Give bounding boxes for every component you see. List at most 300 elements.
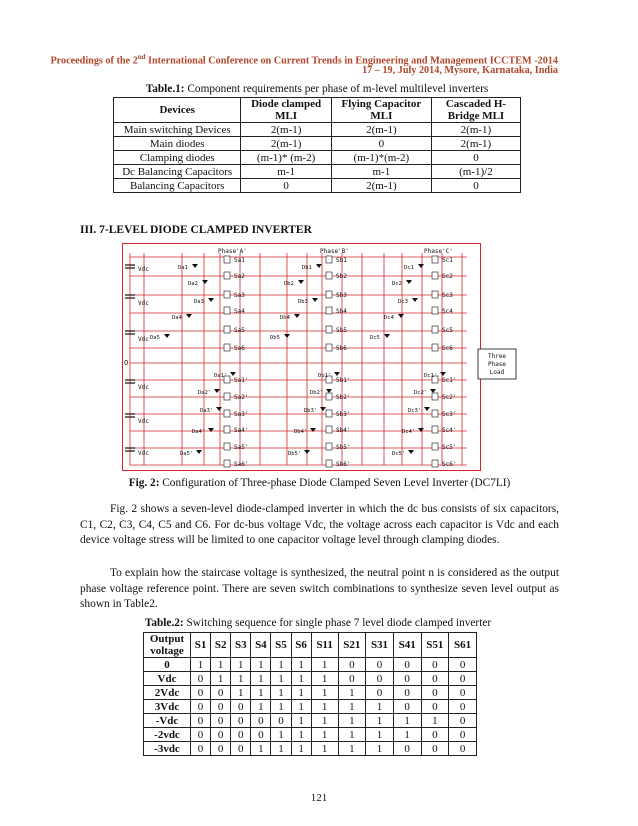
table-cell: 0 xyxy=(211,714,231,728)
switch-label: Sc4' xyxy=(442,427,457,434)
paragraph-1-text: Fig. 2 shows a seven-level diode-clamped inverter in which the dc bus consists of six capacitors, C1, C2, C3, C4, C5 and C6. For dc-bus voltage Vdc, the voltage across each capacitor is Vdc and each device voltage stress will be limited to one capacitor voltage level through clamping diodes. xyxy=(80,503,559,546)
table-cell: 0 xyxy=(191,700,211,714)
switch-symbol xyxy=(326,326,332,333)
table-cell: 1 xyxy=(393,714,421,728)
header-line1-post: International Conference on Current Trends in Engineering and Management ICCTEM -2014 xyxy=(145,55,558,67)
table-cell: 1 xyxy=(311,672,338,686)
table-cell: 1 xyxy=(311,714,338,728)
table-cell: -Vdc xyxy=(144,714,191,728)
table-cell: 0 xyxy=(449,728,477,742)
table-cell: Clamping diodes xyxy=(114,151,241,165)
clamping-diode-label: Dc4 xyxy=(384,315,394,321)
switch-symbol xyxy=(224,344,230,351)
table-cell: 2(m-1) xyxy=(431,123,520,137)
paragraph-1 xyxy=(80,502,559,549)
switch-symbol xyxy=(224,443,230,450)
table2-caption-label: Table.2: xyxy=(144,617,184,629)
switch-symbol xyxy=(224,393,230,400)
switch-symbol xyxy=(432,460,438,467)
table-cell: 0 xyxy=(393,658,421,672)
circuit-diagram xyxy=(122,243,518,471)
switch-symbol xyxy=(432,291,438,298)
table-cell: 0 xyxy=(449,700,477,714)
table-cell: 0 xyxy=(421,742,449,756)
table-cell: 0 xyxy=(421,700,449,714)
clamping-diode-icon xyxy=(164,334,170,338)
vdc-label: Vdc xyxy=(138,450,149,457)
table-row xyxy=(114,123,521,137)
switch-label: Sb1' xyxy=(336,377,351,384)
table-cell: 1 xyxy=(271,700,291,714)
table-cell: (m-1)* (m-2) xyxy=(241,151,331,165)
vdc-label: Vdc xyxy=(138,300,149,307)
table2-header-cell: S6 xyxy=(291,633,311,658)
switch-label: Sb4 xyxy=(336,308,347,315)
table-cell: 1 xyxy=(338,700,366,714)
clamping-diode-icon xyxy=(202,280,208,284)
switch-symbol xyxy=(326,460,332,467)
vdc-label: Vdc xyxy=(138,418,149,425)
switch-label: Sb5' xyxy=(336,444,351,451)
switch-symbol xyxy=(224,460,230,467)
switch-symbol xyxy=(224,307,230,314)
header-line1-sup: nd xyxy=(137,53,146,61)
clamping-diode-label: Da3 xyxy=(194,299,204,305)
clamping-diode-label: Db5 xyxy=(270,335,280,341)
clamping-diode-label: Db5' xyxy=(288,451,302,457)
table-cell: 0 xyxy=(191,672,211,686)
table-cell: 1 xyxy=(271,658,291,672)
table2-header-cell: S1 xyxy=(191,633,211,658)
table-cell: 1 xyxy=(338,728,366,742)
clamping-diode-label: Da1' xyxy=(214,373,228,379)
switch-label: Sc5 xyxy=(442,327,453,334)
table-cell: 0 xyxy=(231,742,251,756)
table-cell: 1 xyxy=(366,728,394,742)
switch-label: Sb6' xyxy=(336,461,351,468)
table2-header-cell: S21 xyxy=(338,633,366,658)
switch-symbol xyxy=(432,344,438,351)
phase-c-label: Phase'C' xyxy=(424,248,453,255)
table-cell: 0 xyxy=(241,179,331,193)
table-cell: 0 xyxy=(338,672,366,686)
table-cell: 1 xyxy=(291,728,311,742)
clamping-diode-icon xyxy=(418,264,424,268)
switch-label: Sc5' xyxy=(442,444,457,451)
table2-header-cell: Output voltage xyxy=(144,633,191,658)
table2-header-cell: S41 xyxy=(393,633,421,658)
clamping-diode-icon xyxy=(214,389,220,393)
table-cell: 0 xyxy=(251,728,271,742)
clamping-diode-icon xyxy=(440,372,446,376)
switch-label: Sa5 xyxy=(234,327,245,334)
clamping-diode-label: Db3' xyxy=(304,408,318,414)
switch-symbol xyxy=(432,307,438,314)
table-cell: 0 xyxy=(421,672,449,686)
table2 xyxy=(143,632,477,756)
clamping-diode-icon xyxy=(294,314,300,318)
switch-label: Sb2' xyxy=(336,394,351,401)
table1-caption xyxy=(113,83,521,95)
table-cell: 0 xyxy=(366,658,394,672)
table-cell: -2vdc xyxy=(144,728,191,742)
table2-header-cell: S5 xyxy=(271,633,291,658)
switch-label: Sa3 xyxy=(234,292,245,299)
switch-symbol xyxy=(326,272,332,279)
table-cell: 1 xyxy=(211,672,231,686)
table1-header-cell: Devices xyxy=(114,98,241,123)
table-cell: 0 xyxy=(393,700,421,714)
table-cell: 2(m-1) xyxy=(331,179,431,193)
clamping-diode-icon xyxy=(192,264,198,268)
table-cell: 1 xyxy=(291,672,311,686)
table2-header-cell: S2 xyxy=(211,633,231,658)
switch-symbol xyxy=(326,291,332,298)
table-cell: 1 xyxy=(251,672,271,686)
switch-symbol xyxy=(224,256,230,263)
switch-symbol xyxy=(326,443,332,450)
table-cell: 1 xyxy=(231,686,251,700)
page-number: 121 xyxy=(310,792,328,804)
vdc-label: Vdc xyxy=(138,266,149,273)
clamping-diode-icon xyxy=(230,372,236,376)
clamping-diode-icon xyxy=(312,298,318,302)
table-cell: 0 xyxy=(211,686,231,700)
table-row xyxy=(144,686,477,700)
clamping-diode-icon xyxy=(298,280,304,284)
switch-label: Sa4' xyxy=(234,427,249,434)
table-cell: 1 xyxy=(338,686,366,700)
clamping-diode-icon xyxy=(304,450,310,454)
table-cell: 1 xyxy=(366,742,394,756)
table-cell: 0 xyxy=(191,686,211,700)
switch-label: Sa2' xyxy=(234,394,249,401)
table-cell: 0 xyxy=(211,742,231,756)
switch-symbol xyxy=(224,326,230,333)
clamping-diode-label: Dc3 xyxy=(398,299,408,305)
table-cell: 0 xyxy=(421,686,449,700)
table-cell: 0 xyxy=(393,742,421,756)
table-cell: 0 xyxy=(251,714,271,728)
switch-label: Sc6 xyxy=(442,345,453,352)
table-cell: m-1 xyxy=(241,165,331,179)
clamping-diode-icon xyxy=(208,298,214,302)
table-cell: 1 xyxy=(271,728,291,742)
table-cell: 2(m-1) xyxy=(241,137,331,151)
table-cell: 0 xyxy=(449,672,477,686)
table-cell: 1 xyxy=(366,700,394,714)
clamping-diode-icon xyxy=(334,372,340,376)
switch-label: Sa6 xyxy=(234,345,245,352)
switch-label: Sa3' xyxy=(234,411,249,418)
clamping-diode-label: Da2 xyxy=(188,281,198,287)
table-cell: 2(m-1) xyxy=(431,137,520,151)
table-cell: Balancing Capacitors xyxy=(114,179,241,193)
table-cell: 0 xyxy=(191,728,211,742)
table-cell: 0 xyxy=(449,658,477,672)
clamping-diode-icon xyxy=(320,407,326,411)
clamping-diode-label: Db2 xyxy=(284,281,294,287)
table-row xyxy=(144,728,477,742)
switch-symbol xyxy=(432,410,438,417)
figure-caption-label: Fig. 2: xyxy=(128,477,160,489)
table-cell: 0 xyxy=(421,658,449,672)
clamping-diode-icon xyxy=(398,314,404,318)
table-cell: 1 xyxy=(251,686,271,700)
clamping-diode-label: Db4' xyxy=(294,429,308,435)
table1-caption-label: Table.1: xyxy=(145,83,185,95)
table-cell: 1 xyxy=(311,700,338,714)
table-cell: 1 xyxy=(338,742,366,756)
table-row xyxy=(144,700,477,714)
table-cell: 1 xyxy=(311,742,338,756)
clamping-diode-label: Db2' xyxy=(310,390,324,396)
table-row xyxy=(114,165,521,179)
switch-label: Sb1 xyxy=(336,257,347,264)
table-cell: -3vdc xyxy=(144,742,191,756)
switch-label: Sc6' xyxy=(442,461,457,468)
switch-symbol xyxy=(326,307,332,314)
running-header-date: 17 – 19, July 2014, Mysore, Karnataka, India xyxy=(362,65,558,76)
table-cell: 1 xyxy=(291,658,311,672)
table-cell: 0 xyxy=(338,658,366,672)
switch-symbol xyxy=(326,393,332,400)
table-cell: 1 xyxy=(271,742,291,756)
clamping-diode-icon xyxy=(196,450,202,454)
table-cell: 1 xyxy=(271,672,291,686)
table2-caption xyxy=(118,617,518,629)
switch-label: Sa4 xyxy=(234,308,245,315)
figure-caption xyxy=(80,477,559,489)
table-cell: 0 xyxy=(211,700,231,714)
clamping-diode-label: Da4' xyxy=(192,429,206,435)
table-cell: 1 xyxy=(231,672,251,686)
table-cell: 0 xyxy=(231,700,251,714)
neutral-label: O xyxy=(124,359,129,367)
table-cell: 0 xyxy=(431,179,520,193)
table2-header-cell: S3 xyxy=(231,633,251,658)
table-cell: Dc Balancing Capacitors xyxy=(114,165,241,179)
table-row xyxy=(144,742,477,756)
switch-label: Sc1 xyxy=(442,257,453,264)
switch-symbol xyxy=(432,443,438,450)
table-cell: 1 xyxy=(231,658,251,672)
switch-symbol xyxy=(432,256,438,263)
clamping-diode-label: Db1' xyxy=(318,373,332,379)
vdc-label: Vdc xyxy=(138,384,149,391)
clamping-diode-icon xyxy=(216,407,222,411)
table-cell: 0 xyxy=(393,672,421,686)
load-label: Phase xyxy=(487,361,507,368)
switch-label: Sb3' xyxy=(336,411,351,418)
switch-symbol xyxy=(326,410,332,417)
switch-label: Sb4' xyxy=(336,427,351,434)
table-cell: 1 xyxy=(211,658,231,672)
table1-header-cell: Diode clamped MLI xyxy=(241,98,331,123)
clamping-diode-icon xyxy=(384,334,390,338)
table-cell: 0 xyxy=(449,714,477,728)
table-cell: (m-1)/2 xyxy=(431,165,520,179)
table-cell: 0 xyxy=(421,728,449,742)
load-label: Three xyxy=(487,353,507,360)
clamping-diode-label: Da3' xyxy=(200,408,214,414)
table2-header-row xyxy=(144,633,477,658)
clamping-diode-icon xyxy=(424,407,430,411)
phase-a-label: Phase'A' xyxy=(218,248,247,255)
table2-header-cell: S51 xyxy=(421,633,449,658)
table-cell: 2(m-1) xyxy=(331,123,431,137)
switch-label: Sa2 xyxy=(234,273,245,280)
table-cell: 0 xyxy=(144,658,191,672)
table2-caption-text: Switching sequence for single phase 7 level diode clamped inverter xyxy=(183,617,492,629)
table-cell: 1 xyxy=(191,658,211,672)
table-cell: 0 xyxy=(449,686,477,700)
switch-symbol xyxy=(224,291,230,298)
table-cell: 1 xyxy=(338,714,366,728)
clamping-diode-label: Db4 xyxy=(280,315,290,321)
table-cell: 1 xyxy=(366,714,394,728)
switch-symbol xyxy=(432,393,438,400)
switch-label: Sa6' xyxy=(234,461,249,468)
clamping-diode-icon xyxy=(284,334,290,338)
table2-header-cell: S31 xyxy=(366,633,394,658)
clamping-diode-label: Da2' xyxy=(198,390,212,396)
paragraph-2-text: To explain how the staircase voltage is synthesized, the neutral point n is considered as the output phase voltage reference point. There are seven switch combinations to synthesize seven level output as shown in Table2. xyxy=(80,567,559,610)
switch-symbol xyxy=(224,410,230,417)
table-cell: 1 xyxy=(251,700,271,714)
switch-label: Sc3' xyxy=(442,411,457,418)
table-cell: 1 xyxy=(311,686,338,700)
table-cell: 1 xyxy=(291,686,311,700)
table-cell: 1 xyxy=(311,728,338,742)
clamping-diode-icon xyxy=(408,450,414,454)
table-cell: 1 xyxy=(251,742,271,756)
clamping-diode-label: Db1 xyxy=(302,265,312,271)
clamping-diode-icon xyxy=(326,389,332,393)
figure-caption-text: Configuration of Three-phase Diode Clamped Seven Level Inverter (DC7LI) xyxy=(159,477,511,489)
switch-label: Sa1' xyxy=(234,377,249,384)
phase-b-label: Phase'B' xyxy=(320,248,349,255)
table-cell: Main switching Devices xyxy=(114,123,241,137)
table2-header-cell: S61 xyxy=(449,633,477,658)
switch-symbol xyxy=(326,256,332,263)
table-row xyxy=(114,137,521,151)
clamping-diode-label: Da5 xyxy=(150,335,160,341)
table-cell: 1 xyxy=(393,728,421,742)
switch-label: Sa5' xyxy=(234,444,249,451)
switch-label: Sb2 xyxy=(336,273,347,280)
table-cell: 1 xyxy=(291,714,311,728)
clamping-diode-icon xyxy=(430,389,436,393)
diagram-frame xyxy=(123,244,481,471)
table1-caption-text: Component requirements per phase of m-level multilevel inverters xyxy=(184,83,489,95)
table-cell: 1 xyxy=(311,658,338,672)
table-cell: m-1 xyxy=(331,165,431,179)
table-cell: 1 xyxy=(291,742,311,756)
table-row xyxy=(114,151,521,165)
clamping-diode-label: Da1 xyxy=(178,265,188,271)
table-cell: 0 xyxy=(431,151,520,165)
switch-symbol xyxy=(432,426,438,433)
switch-label: Sb6 xyxy=(336,345,347,352)
table-row xyxy=(144,672,477,686)
table-cell: 1 xyxy=(291,700,311,714)
switch-label: Sc2 xyxy=(442,273,453,280)
table-cell: 0 xyxy=(231,714,251,728)
table-cell: 0 xyxy=(393,686,421,700)
clamping-diode-icon xyxy=(186,314,192,318)
clamping-diode-icon xyxy=(412,298,418,302)
table-row xyxy=(114,179,521,193)
table2-header-cell: S4 xyxy=(251,633,271,658)
table-cell: 3Vdc xyxy=(144,700,191,714)
switch-label: Sb3 xyxy=(336,292,347,299)
table-cell: 0 xyxy=(211,728,231,742)
switch-symbol xyxy=(224,272,230,279)
switch-label: Sc3 xyxy=(442,292,453,299)
switch-label: Sc2' xyxy=(442,394,457,401)
clamping-diode-label: Da4 xyxy=(172,315,182,321)
switch-label: Sc1' xyxy=(442,377,457,384)
table1 xyxy=(113,97,521,193)
table-row xyxy=(144,714,477,728)
table-cell: Main diodes xyxy=(114,137,241,151)
clamping-diode-label: Db3 xyxy=(298,299,308,305)
section-title: III. 7-LEVEL DIODE CLAMPED INVERTER xyxy=(80,224,312,236)
switch-symbol xyxy=(432,272,438,279)
table-cell: 2Vdc xyxy=(144,686,191,700)
switch-label: Sc4 xyxy=(442,308,453,315)
table-cell: 1 xyxy=(251,658,271,672)
table-row xyxy=(144,658,477,672)
table-cell: 1 xyxy=(421,714,449,728)
table-cell: 0 xyxy=(191,714,211,728)
clamping-diode-label: Dc5' xyxy=(392,451,406,457)
switch-label: Sa1 xyxy=(234,257,245,264)
clamping-diode-icon xyxy=(406,280,412,284)
switch-label: Sb5 xyxy=(336,327,347,334)
clamping-diode-icon xyxy=(316,264,322,268)
table1-header-row xyxy=(114,98,521,123)
table-cell: 0 xyxy=(271,714,291,728)
table-cell: 0 xyxy=(331,137,431,151)
vdc-label: Vdc xyxy=(138,336,149,343)
header-line1-pre: Proceedings of the 2 xyxy=(50,55,138,67)
table1-header-cell: Cascaded H-Bridge MLI xyxy=(431,98,520,123)
switch-symbol xyxy=(326,344,332,351)
clamping-diode-label: Dc2' xyxy=(414,390,428,396)
clamping-diode-label: Da5' xyxy=(180,451,194,457)
table-cell: 2(m-1) xyxy=(241,123,331,137)
table-cell: 0 xyxy=(191,742,211,756)
switch-symbol xyxy=(224,426,230,433)
table1-header-cell: Flying Capacitor MLI xyxy=(331,98,431,123)
clamping-diode-label: Dc3' xyxy=(408,408,422,414)
switch-symbol xyxy=(326,426,332,433)
clamping-diode-label: Dc1' xyxy=(424,373,438,379)
clamping-diode-label: Dc1 xyxy=(404,265,414,271)
table-cell: 0 xyxy=(366,672,394,686)
clamping-diode-label: Dc5 xyxy=(370,335,380,341)
clamping-diode-label: Dc2 xyxy=(392,281,402,287)
table-cell: Vdc xyxy=(144,672,191,686)
clamping-diode-label: Dc4' xyxy=(402,429,416,435)
table-cell: 1 xyxy=(271,686,291,700)
table-cell: 0 xyxy=(231,728,251,742)
table2-header-cell: S11 xyxy=(311,633,338,658)
table-cell: (m-1)*(m-2) xyxy=(331,151,431,165)
paragraph-2 xyxy=(80,566,559,613)
